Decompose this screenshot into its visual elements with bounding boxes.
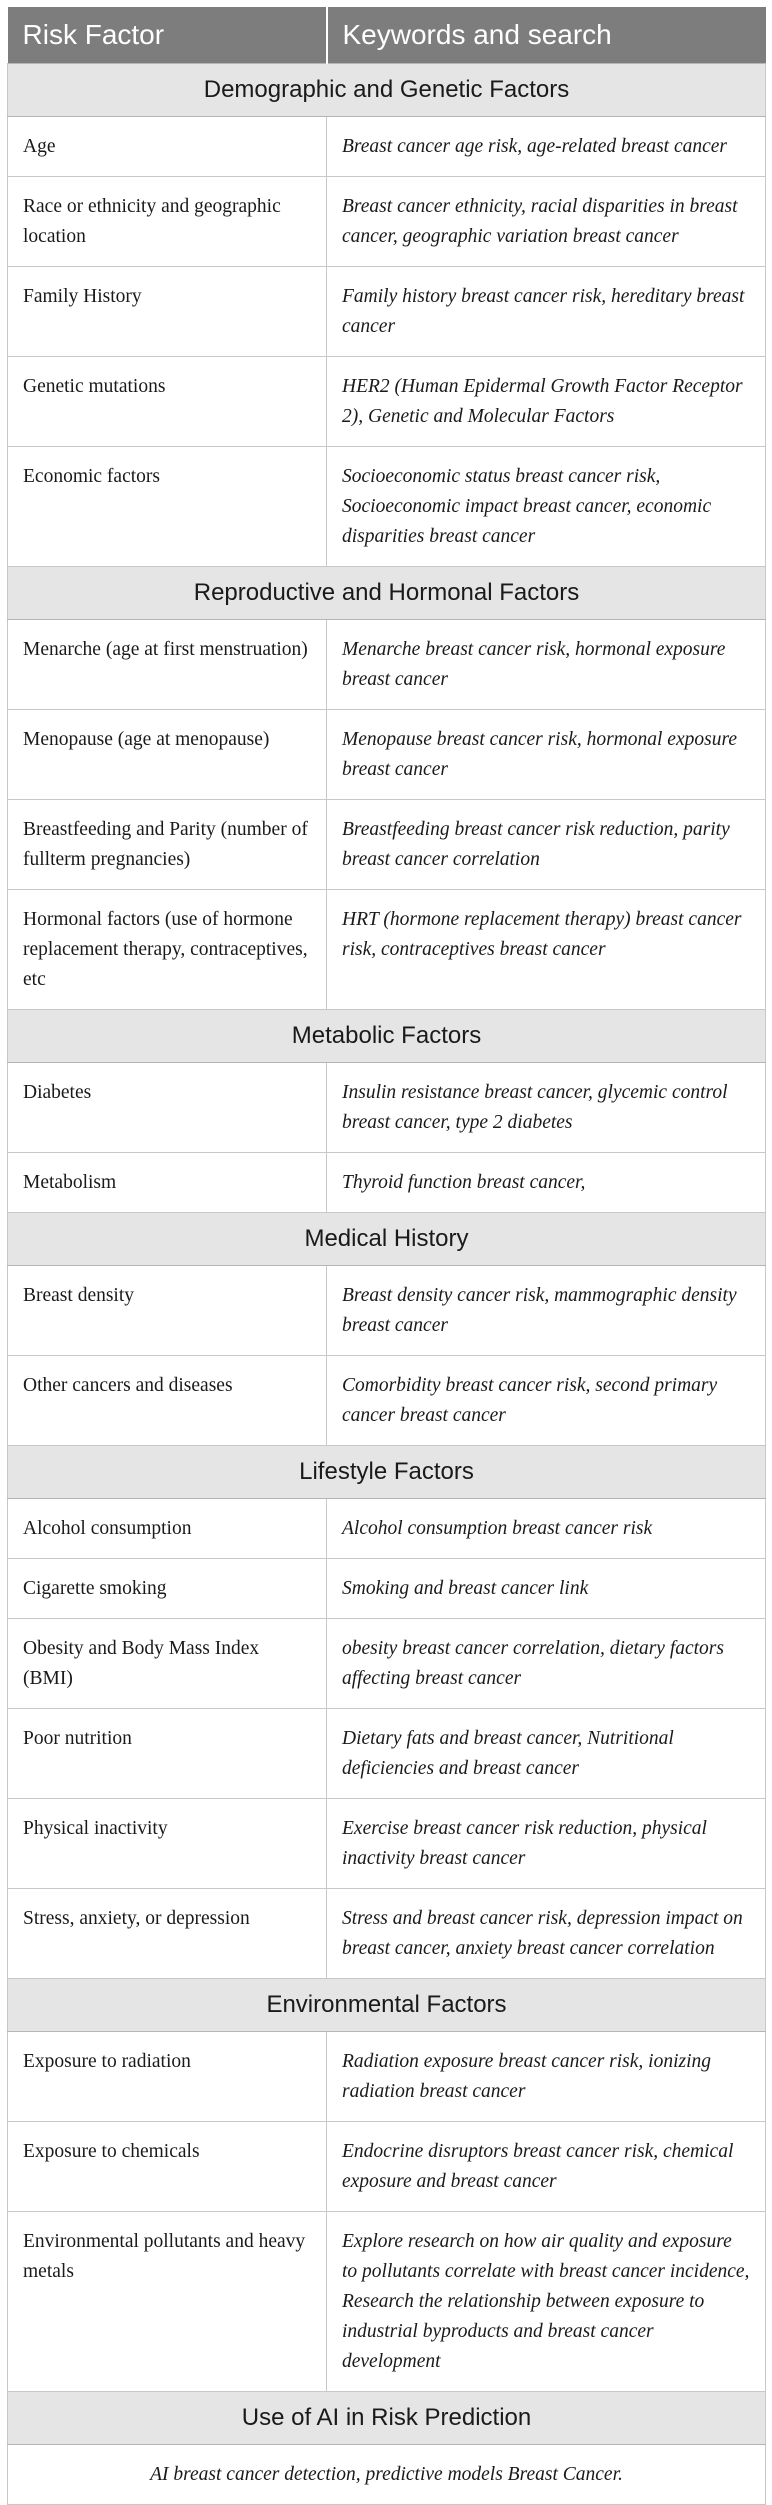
table-row bbox=[8, 2122, 766, 2212]
table-row bbox=[8, 1266, 766, 1356]
section-title: Metabolic Factors bbox=[8, 1010, 766, 1063]
column-header-risk-factor: Risk Factor bbox=[8, 7, 327, 64]
risk-factor-cell: Family History bbox=[8, 267, 327, 357]
risk-factor-cell: Menarche (age at first menstruation) bbox=[8, 620, 327, 710]
table-row bbox=[8, 2212, 766, 2392]
keywords-cell bbox=[327, 1619, 766, 1709]
risk-factor-cell: Breastfeeding and Parity (number of fullterm pregnancies) bbox=[8, 800, 327, 890]
section-header-row bbox=[8, 1979, 766, 2032]
keywords-cell bbox=[327, 1063, 766, 1153]
table-row bbox=[8, 1063, 766, 1153]
section-header-row bbox=[8, 1010, 766, 1063]
risk-factor-cell: Exposure to radiation bbox=[8, 2032, 327, 2122]
keywords-cell bbox=[327, 1559, 766, 1619]
keywords-cell bbox=[327, 357, 766, 447]
keywords-text: Insulin resistance breast cancer, glycemic control breast cancer, type 2 diabetes bbox=[342, 1082, 728, 1133]
risk-factor-cell: Obesity and Body Mass Index (BMI) bbox=[8, 1619, 327, 1709]
keywords-text: Alcohol consumption breast cancer risk bbox=[342, 1518, 653, 1539]
table-row bbox=[8, 620, 766, 710]
risk-factor-cell: Race or ethnicity and geographic location bbox=[8, 177, 327, 267]
keywords-text: Menopause breast cancer risk, hormonal exposure breast cancer bbox=[342, 729, 737, 780]
keywords-text: obesity breast cancer correlation, dietary factors affecting breast cancer bbox=[342, 1638, 724, 1689]
risk-factor-cell: Breast density bbox=[8, 1266, 327, 1356]
keywords-cell bbox=[327, 2122, 766, 2212]
risk-factor-cell: Alcohol consumption bbox=[8, 1499, 327, 1559]
keywords-cell bbox=[327, 1889, 766, 1979]
risk-factor-table bbox=[7, 7, 766, 2505]
table-row bbox=[8, 710, 766, 800]
table-row bbox=[8, 177, 766, 267]
keywords-text: Research the relationship between exposure to industrial byproducts and breast cancer development bbox=[342, 2291, 705, 2372]
table-row bbox=[8, 1889, 766, 1979]
keywords-text: Smoking and breast cancer link bbox=[342, 1578, 589, 1599]
table-row bbox=[8, 357, 766, 447]
keywords-text: Socioeconomic status breast cancer risk, Socioeconomic impact breast cancer, economic disparities breast cancer bbox=[342, 466, 712, 547]
risk-factor-cell: Metabolism bbox=[8, 1153, 327, 1213]
keywords-text: Family history breast cancer risk, hereditary breast cancer bbox=[342, 286, 745, 337]
keywords-cell bbox=[327, 1153, 766, 1213]
keywords-text: Dietary fats and breast cancer, Nutritional deficiencies and breast cancer bbox=[342, 1728, 674, 1779]
table-row bbox=[8, 2445, 766, 2505]
keywords-cell bbox=[327, 620, 766, 710]
keywords-text: Thyroid function breast cancer, bbox=[342, 1172, 586, 1193]
keywords-text: Explore research on how air quality and exposure to pollutants correlate with breast cancer incidence, bbox=[342, 2231, 750, 2282]
keywords-cell bbox=[327, 1799, 766, 1889]
keywords-cell bbox=[327, 1499, 766, 1559]
risk-factor-cell: Environmental pollutants and heavy metals bbox=[8, 2212, 327, 2392]
keywords-cell bbox=[327, 710, 766, 800]
keywords-text: Endocrine disruptors breast cancer risk, chemical exposure and breast cancer bbox=[342, 2141, 734, 2192]
keywords-text: Menarche breast cancer risk, hormonal exposure breast cancer bbox=[342, 639, 726, 690]
risk-factor-cell: Cigarette smoking bbox=[8, 1559, 327, 1619]
keywords-text: HER2 (Human Epidermal Growth Factor Receptor 2), Genetic and Molecular Factors bbox=[342, 376, 743, 427]
table-row bbox=[8, 1499, 766, 1559]
keywords-text: Stress and breast cancer risk, depression impact on breast cancer, anxiety breast cancer correlation bbox=[342, 1908, 743, 1959]
keywords-cell bbox=[327, 1356, 766, 1446]
keywords-cell bbox=[327, 117, 766, 177]
keywords-cell bbox=[327, 1266, 766, 1356]
table-row bbox=[8, 1559, 766, 1619]
table-row bbox=[8, 267, 766, 357]
table-row bbox=[8, 117, 766, 177]
risk-factor-cell: Hormonal factors (use of hormone replacement therapy, contraceptives, etc bbox=[8, 890, 327, 1010]
table-row bbox=[8, 1709, 766, 1799]
table-row bbox=[8, 1356, 766, 1446]
column-header-keywords: Keywords and search bbox=[327, 7, 766, 64]
section-header-row bbox=[8, 1446, 766, 1499]
section-title: Lifestyle Factors bbox=[8, 1446, 766, 1499]
table-row bbox=[8, 800, 766, 890]
risk-factor-cell: Poor nutrition bbox=[8, 1709, 327, 1799]
risk-factor-cell: Menopause (age at menopause) bbox=[8, 710, 327, 800]
keywords-text: Breast density cancer risk, mammographic density breast cancer bbox=[342, 1285, 737, 1336]
keywords-cell bbox=[327, 1709, 766, 1799]
section-title: Medical History bbox=[8, 1213, 766, 1266]
keywords-cell bbox=[327, 800, 766, 890]
keywords-cell bbox=[327, 447, 766, 567]
risk-factor-cell: Diabetes bbox=[8, 1063, 327, 1153]
keywords-cell bbox=[327, 2212, 766, 2392]
section-header-row bbox=[8, 64, 766, 117]
table-row bbox=[8, 1619, 766, 1709]
keywords-cell bbox=[327, 267, 766, 357]
keywords-cell bbox=[327, 177, 766, 267]
risk-factor-cell: Genetic mutations bbox=[8, 357, 327, 447]
keywords-text: Breastfeeding breast cancer risk reduction, parity breast cancer correlation bbox=[342, 819, 730, 870]
risk-factor-cell: Other cancers and diseases bbox=[8, 1356, 327, 1446]
table-row bbox=[8, 890, 766, 1010]
table-row bbox=[8, 1153, 766, 1213]
risk-factor-cell: Exposure to chemicals bbox=[8, 2122, 327, 2212]
keywords-text: HRT (hormone replacement therapy) breast cancer risk, contraceptives breast cancer bbox=[342, 909, 742, 960]
section-title: Reproductive and Hormonal Factors bbox=[8, 567, 766, 620]
keywords-cell bbox=[327, 890, 766, 1010]
section-title: Environmental Factors bbox=[8, 1979, 766, 2032]
section-header-row bbox=[8, 1213, 766, 1266]
table-header-row bbox=[8, 7, 766, 64]
section-header-row bbox=[8, 2392, 766, 2445]
keywords-cell bbox=[327, 2032, 766, 2122]
keywords-text: Comorbidity breast cancer risk, second primary cancer breast cancer bbox=[342, 1375, 718, 1426]
risk-factor-cell: Age bbox=[8, 117, 327, 177]
keywords-text: Radiation exposure breast cancer risk, ionizing radiation breast cancer bbox=[342, 2051, 712, 2102]
table-row bbox=[8, 447, 766, 567]
section-title: Demographic and Genetic Factors bbox=[8, 64, 766, 117]
keywords-cell: AI breast cancer detection, predictive models Breast Cancer. bbox=[8, 2445, 766, 2505]
risk-factor-cell: Physical inactivity bbox=[8, 1799, 327, 1889]
keywords-text: Breast cancer ethnicity, racial disparities in breast cancer, geographic variation breast cancer bbox=[342, 196, 738, 247]
table-row bbox=[8, 2032, 766, 2122]
section-header-row bbox=[8, 567, 766, 620]
table-body bbox=[8, 64, 766, 2505]
keywords-text: Breast cancer age risk, age-related breast cancer bbox=[342, 136, 728, 157]
keywords-text: Exercise breast cancer risk reduction, physical inactivity breast cancer bbox=[342, 1818, 707, 1869]
risk-factor-cell: Economic factors bbox=[8, 447, 327, 567]
table-row bbox=[8, 1799, 766, 1889]
section-title: Use of AI in Risk Prediction bbox=[8, 2392, 766, 2445]
risk-factor-cell: Stress, anxiety, or depression bbox=[8, 1889, 327, 1979]
